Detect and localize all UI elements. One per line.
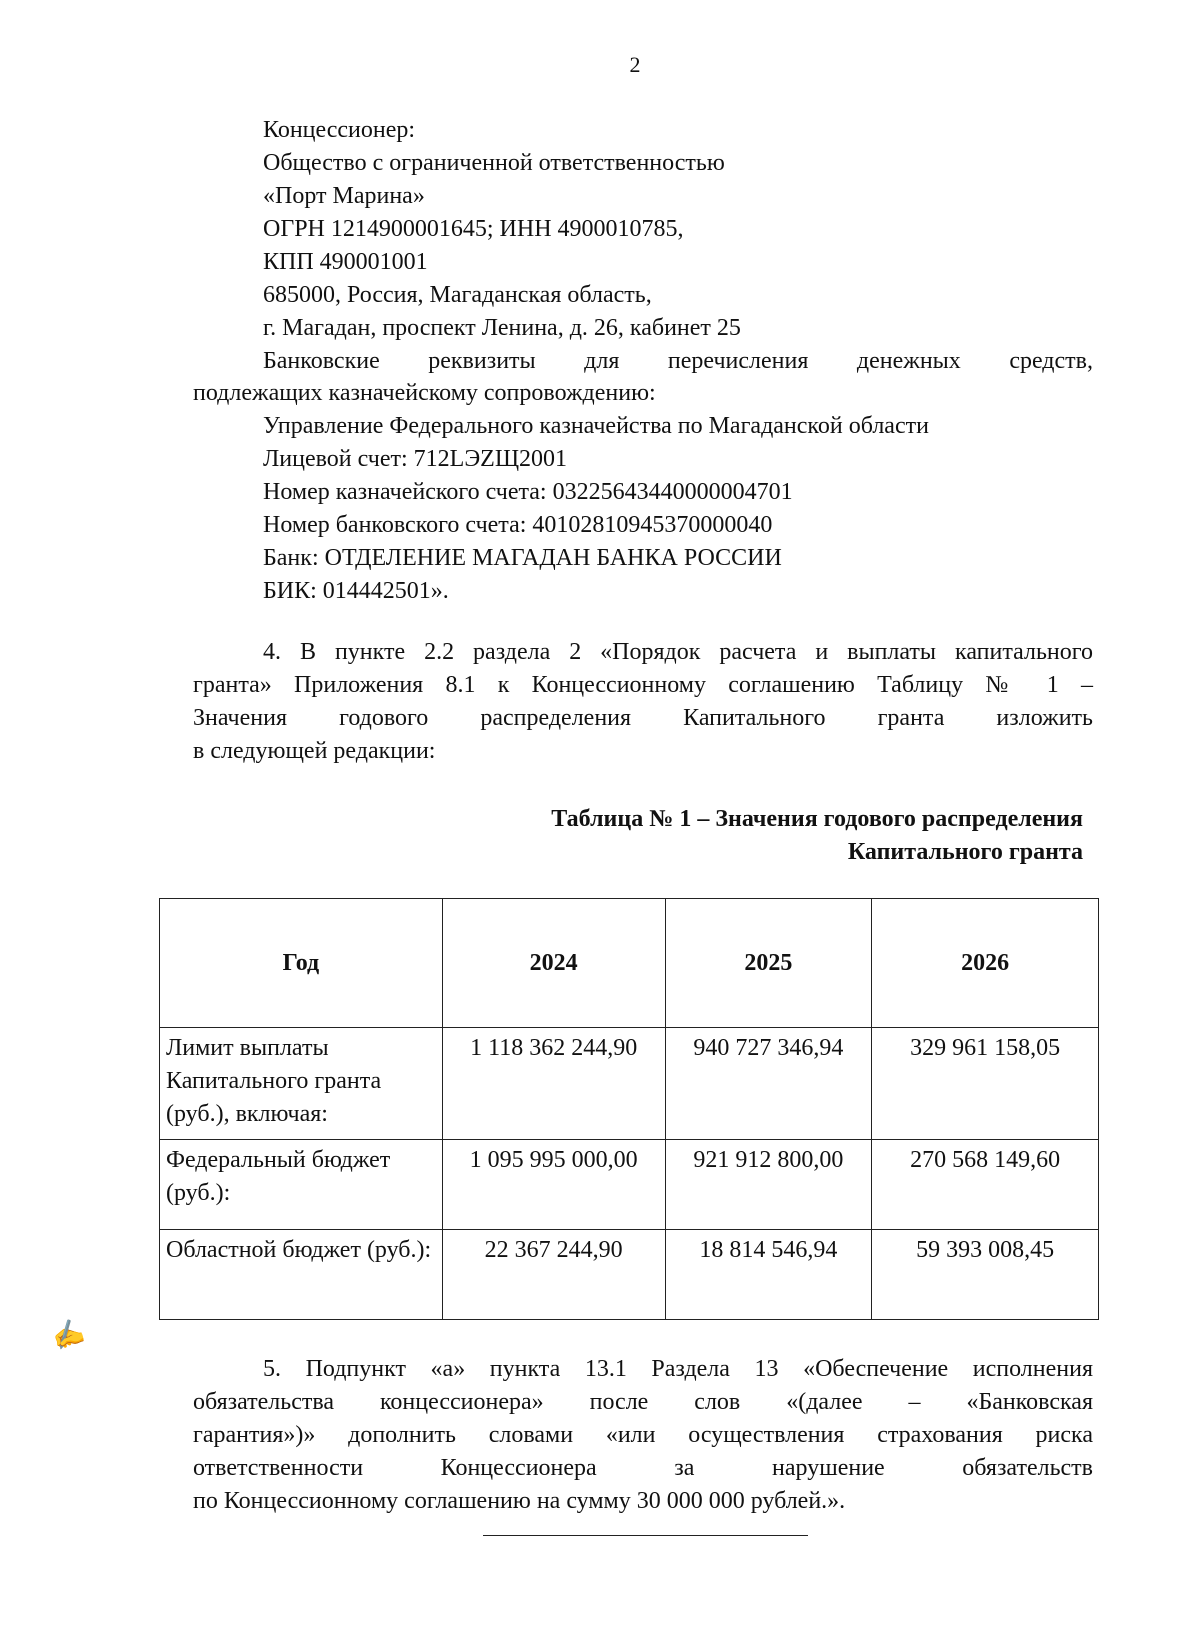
handwritten-mark-icon: ✍ (47, 1315, 89, 1354)
item5-line4: ответственности Концессионера за нарушение обязательств (193, 1455, 1093, 1481)
table-caption-line1: Таблица № 1 – Значения годового распределения (551, 806, 1083, 832)
table-row (160, 1028, 1099, 1140)
row-label: Областной бюджет (руб.): (160, 1230, 443, 1320)
row-label: Федеральный бюджет (руб.): (160, 1140, 443, 1230)
concessionaire-name-line2: «Порт Марина» (263, 183, 425, 209)
kpp: КПП 490001001 (263, 249, 428, 275)
treasury-name: Управление Федерального казначейства по Магаданской области (263, 413, 929, 439)
concessionaire-heading: Концессионер: (263, 117, 416, 143)
bank-intro-line2: подлежащих казначейскому сопровождению: (193, 380, 656, 406)
header-2025: 2025 (665, 899, 872, 1028)
cell-value: 18 814 546,94 (665, 1230, 872, 1320)
item4-line2: гранта» Приложения 8.1 к Концессионному соглашению Таблицу № 1 – (193, 672, 1093, 698)
cell-value: 940 727 346,94 (665, 1028, 872, 1140)
address-line1: 685000, Россия, Магаданская область, (263, 282, 652, 308)
cell-value: 1 095 995 000,00 (442, 1140, 665, 1230)
item5-line5: по Концессионному соглашению на сумму 30 000 000 рублей.». (193, 1488, 846, 1514)
header-2026: 2026 (872, 899, 1099, 1028)
table-row (160, 1230, 1099, 1320)
item5-line2: обязательства концессионера» после слов «(далее – «Банковская (193, 1389, 1093, 1415)
personal-account: Лицевой счет: 712LЭZЩ2001 (263, 446, 568, 472)
header-year: Год (160, 899, 443, 1028)
bank-name: Банк: ОТДЕЛЕНИЕ МАГАДАН БАНКА РОССИИ (263, 545, 782, 571)
table-header-row (160, 899, 1099, 1028)
item4-line4: в следующей редакции: (193, 738, 436, 764)
bik: БИК: 014442501». (263, 578, 449, 604)
concessionaire-name-line1: Общество с ограниченной ответственностью (263, 150, 725, 176)
item4-line1: 4. В пункте 2.2 раздела 2 «Порядок расчета и выплаты капитального (263, 639, 1093, 665)
cell-value: 1 118 362 244,90 (442, 1028, 665, 1140)
table-caption-line2: Капитального гранта (847, 839, 1083, 865)
header-2024: 2024 (442, 899, 665, 1028)
treasury-account: Номер казначейского счета: 03225643440000004701 (263, 479, 793, 505)
grant-table (159, 898, 1099, 1320)
item5-line1: 5. Подпункт «а» пункта 13.1 Раздела 13 «Обеспечение исполнения (263, 1356, 1093, 1382)
item4-line3: Значения годового распределения Капитального гранта изложить (193, 705, 1093, 731)
cell-value: 329 961 158,05 (872, 1028, 1099, 1140)
ogrn-inn: ОГРН 1214900001645; ИНН 4900010785, (263, 216, 684, 242)
cell-value: 22 367 244,90 (442, 1230, 665, 1320)
table-caption (551, 803, 1083, 869)
item5-line3: гарантия»)» дополнить словами «или осуществления страхования риска (193, 1422, 1093, 1448)
cell-value: 921 912 800,00 (665, 1140, 872, 1230)
row-label: Лимит выплаты Капитального гранта (руб.), включая: (160, 1028, 443, 1140)
cell-value: 59 393 008,45 (872, 1230, 1099, 1320)
page-number: 2 (629, 52, 641, 77)
bank-intro-line1: Банковские реквизиты для перечисления денежных средств, (263, 348, 1093, 374)
closing-rule (483, 1535, 808, 1536)
cell-value: 270 568 149,60 (872, 1140, 1099, 1230)
bank-account: Номер банковского счета: 40102810945370000040 (263, 512, 773, 538)
address-line2: г. Магадан, проспект Ленина, д. 26, кабинет 25 (263, 315, 741, 341)
table-row (160, 1140, 1099, 1230)
